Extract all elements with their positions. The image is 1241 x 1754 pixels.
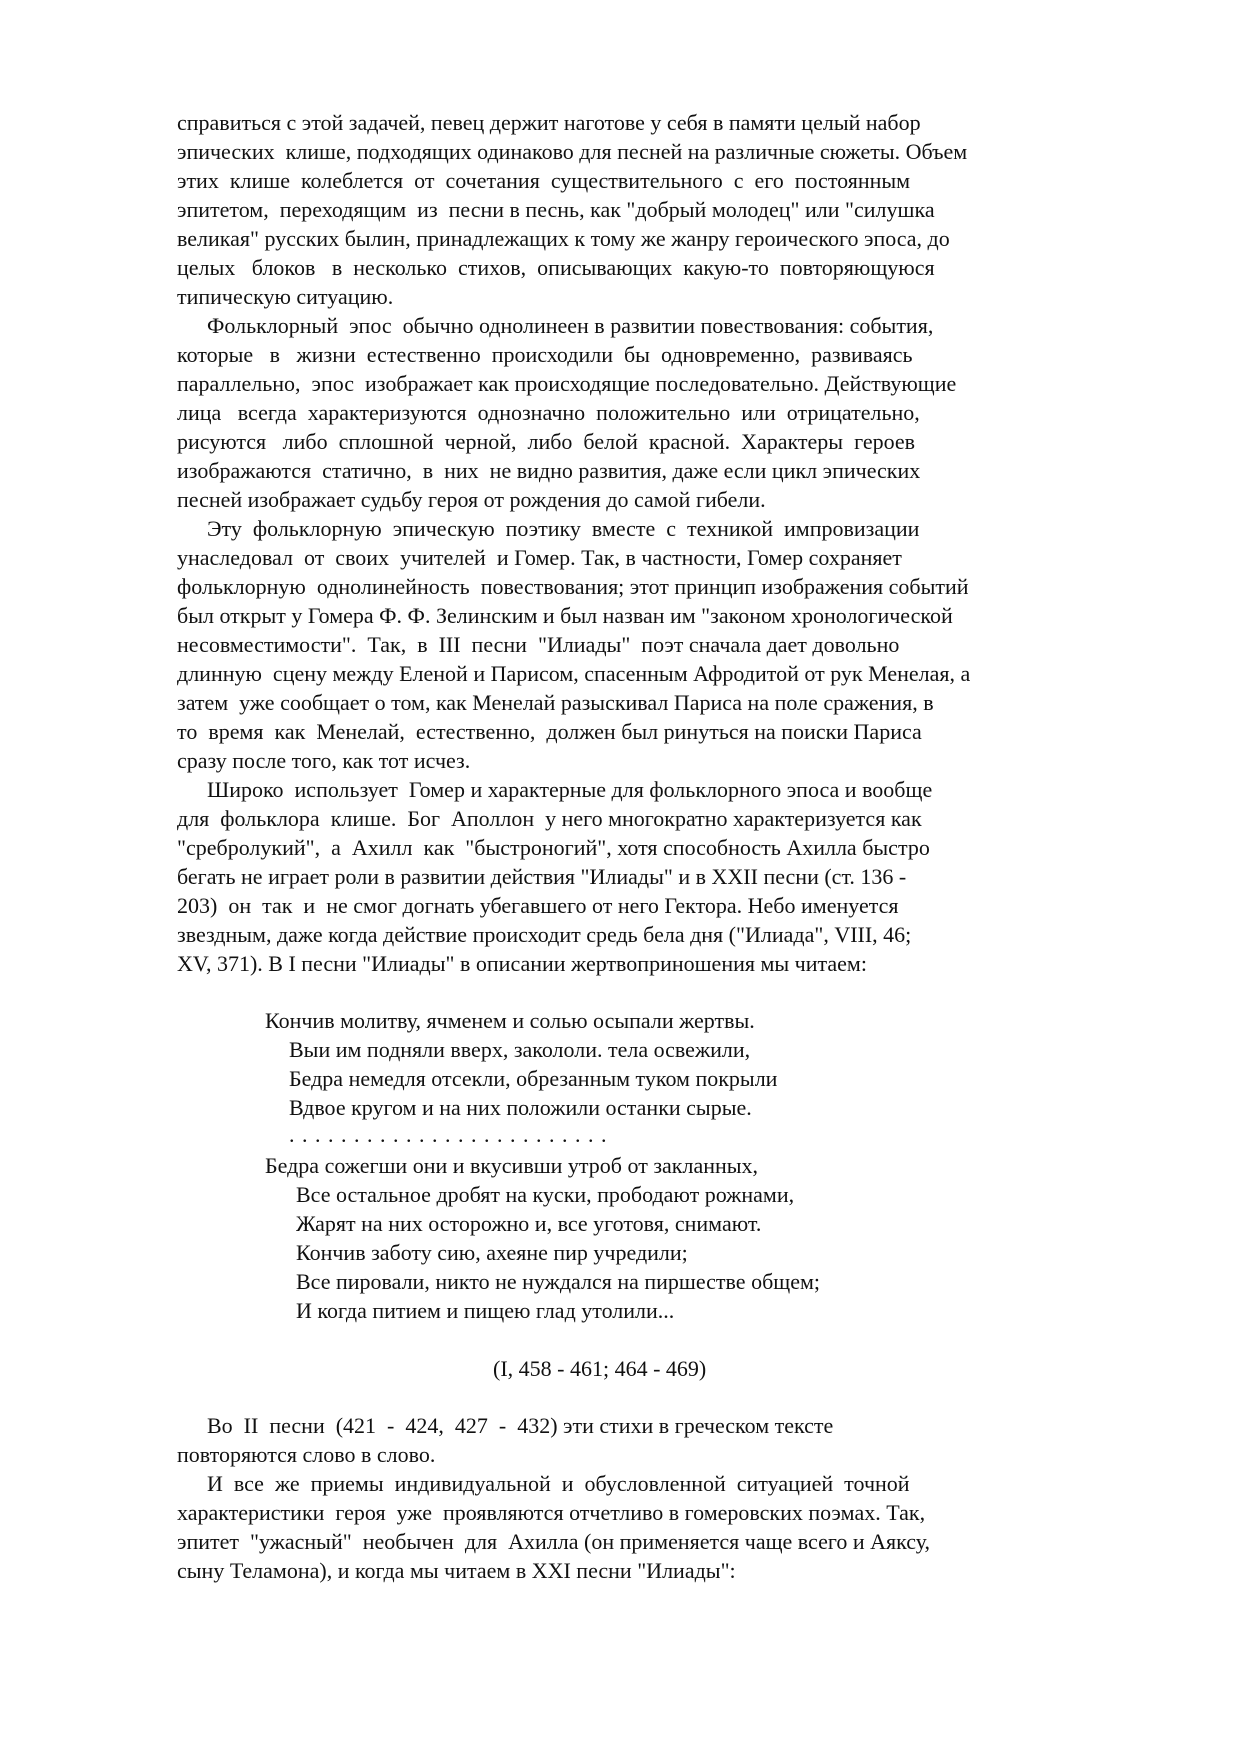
- text-line: этих клише колеблется от сочетания существительного с его постоянным: [177, 168, 911, 193]
- text-line: длинную сцену между Еленой и Парисом, спасенным Афродитой от рук Менелая, а: [177, 661, 971, 686]
- text-line: эпитетом, переходящим из песни в песнь, как "добрый молодец" или "силушка: [177, 197, 935, 222]
- text-line: фольклорную однолинейность повествования; этот принцип изображения событий: [177, 574, 969, 599]
- verse-line: Выи им подняли вверх, закололи. тела освежили,: [289, 1037, 751, 1062]
- text-line: лица всегда характеризуются однозначно положительно или отрицательно,: [177, 400, 920, 425]
- text-line: типическую ситуацию.: [177, 284, 394, 309]
- text-line: Широко использует Гомер и характерные для фольклорного эпоса и вообще: [207, 777, 933, 802]
- verse-line: Все остальное дробят на куски, прободают рожнами,: [296, 1182, 795, 1207]
- text-line: несовместимости". Так, в III песни "Илиады" поэт сначала дает довольно: [177, 632, 900, 657]
- text-line: XV, 371). В I песни "Илиады" в описании жертвоприношения мы читаем:: [177, 951, 867, 976]
- text-line: затем уже сообщает о том, как Менелай разыскивал Париса на поле сражения, в: [177, 690, 934, 715]
- text-line: повторяются слово в слово.: [177, 1442, 436, 1467]
- text-line: целых блоков в несколько стихов, описывающих какую-то повторяющуюся: [177, 255, 935, 280]
- text-line: был открыт у Гомера Ф. Ф. Зелинским и был назван им "законом хронологической: [177, 603, 953, 628]
- text-line: то время как Менелай, естественно, должен был ринуться на поиски Париса: [177, 719, 922, 744]
- text-line: Фольклорный эпос обычно однолинеен в развитии повествования: события,: [207, 313, 934, 338]
- text-line: бегать не играет роли в развитии действия "Илиады" и в XXII песни (ст. 136 -: [177, 864, 907, 889]
- verse-line: Все пировали, никто не нуждался на пиршестве общем;: [296, 1269, 821, 1294]
- text-line: Во II песни (421 - 424, 427 - 432) эти стихи в греческом тексте: [207, 1413, 834, 1438]
- text-line: которые в жизни естественно происходили бы одновременно, развиваясь: [177, 342, 913, 367]
- verse-line: Бедра немедля отсекли, обрезанным туком покрыли: [289, 1066, 778, 1091]
- text-line: унаследовал от своих учителей и Гомер. Так, в частности, Гомер сохраняет: [177, 545, 902, 570]
- verse-line: Вдвое кругом и на них положили останки сырые.: [289, 1095, 752, 1120]
- text-line: изображаются статично, в них не видно развития, даже если цикл эпических: [177, 458, 921, 483]
- verse-line: Бедра сожегши они и вкусивши утроб от закланных,: [265, 1153, 759, 1178]
- text-line: "сребролукий", а Ахилл как "быстроногий", хотя способность Ахилла быстро: [177, 835, 930, 860]
- text-line: Эту фольклорную эпическую поэтику вместе с техникой импровизации: [207, 516, 920, 541]
- verse-line: Кончив заботу сию, ахеяне пир учредили;: [296, 1240, 688, 1265]
- verse-ellipsis: . . . . . . . . . . . . . . . . . . . . . . . . .: [289, 1122, 608, 1147]
- verse-line: Кончив молитву, ячменем и солью осыпали жертвы.: [265, 1008, 755, 1033]
- text-line: сразу после того, как тот исчез.: [177, 748, 471, 773]
- text-line: эпитет "ужасный" необычен для Ахилла (он применяется чаще всего и Аяксу,: [177, 1529, 931, 1554]
- verse-line: Жарят на них осторожно и, все уготовя, снимают.: [296, 1211, 762, 1236]
- text-line: параллельно, эпос изображает как происходящие последовательно. Действующие: [177, 371, 957, 396]
- verse-line: И когда питием и пищею глад утолили...: [296, 1298, 675, 1323]
- text-line: рисуются либо сплошной черной, либо белой красной. Характеры героев: [177, 429, 916, 454]
- text-line: эпических клише, подходящих одинаково для песней на различные сюжеты. Объем: [177, 139, 968, 164]
- text-line: для фольклора клише. Бог Аполлон у него многократно характеризуется как: [177, 806, 922, 831]
- text-line: великая" русских былин, принадлежащих к тому же жанру героического эпоса, до: [177, 226, 950, 251]
- text-line: звездным, даже когда действие происходит средь бела дня ("Илиада", VIII, 46;: [177, 922, 912, 947]
- text-line: 203) он так и не смог догнать убегавшего от него Гектора. Небо именуется: [177, 893, 899, 918]
- text-line: И все же приемы индивидуальной и обусловленной ситуацией точной: [207, 1471, 910, 1496]
- text-line: характеристики героя уже проявляются отчетливо в гомеровских поэмах. Так,: [177, 1500, 926, 1525]
- text-line: сыну Теламона), и когда мы читаем в XXI песни "Илиады":: [177, 1558, 736, 1583]
- verse-citation: (I, 458 - 461; 464 - 469): [493, 1356, 707, 1381]
- text-line: песней изображает судьбу героя от рождения до самой гибели.: [177, 487, 766, 512]
- text-line: справиться с этой задачей, певец держит наготове у себя в памяти целый набор: [177, 110, 921, 135]
